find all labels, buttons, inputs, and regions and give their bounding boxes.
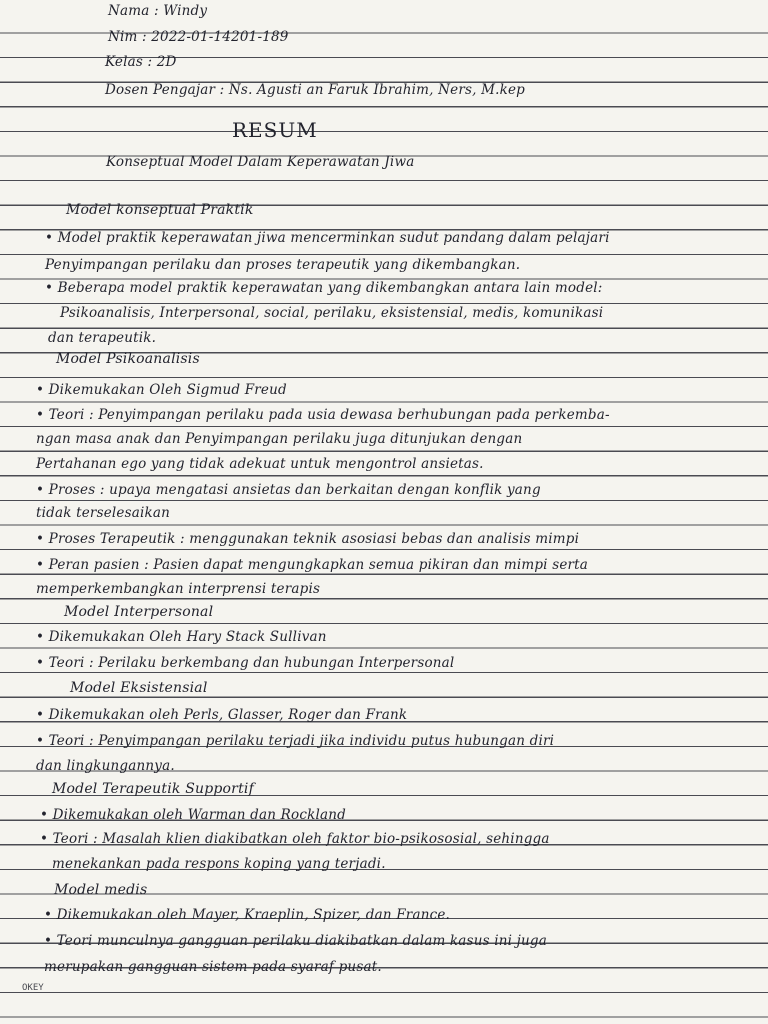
paper-brand-logo: OKEY [22, 983, 44, 993]
subtitle: Konseptual Model Dalam Keperawatan Jiwa [106, 154, 415, 170]
text-line: • Model praktik keperawatan jiwa mencerminkan sudut pandang dalam pelajari [45, 230, 610, 246]
nim-line: Nim : 2022-01-14201-189 [108, 29, 289, 45]
section-heading: Model Psikoanalisis [56, 351, 200, 367]
text-line: • Dikemukakan Oleh Sigmud Freud [36, 382, 287, 398]
name-line: Nama : Windy [108, 3, 208, 19]
text-line: • Dikemukakan oleh Mayer, Kraeplin, Spizer, dan France. [44, 907, 451, 923]
text-line: • Teori munculnya gangguan perilaku diakibatkan dalam kasus ini juga [44, 933, 547, 949]
text-line: • Dikemukakan Oleh Hary Stack Sullivan [36, 629, 327, 645]
section-heading: Model konseptual Praktik [66, 202, 254, 218]
text-line: • Teori : Masalah klien diakibatkan oleh faktor bio-psikososial, sehingga [40, 831, 550, 847]
text-line: tidak terselesaikan [36, 505, 171, 521]
text-line: • Dikemukakan oleh Perls, Glasser, Roger dan Frank [36, 707, 408, 723]
section-heading: Model medis [54, 882, 148, 898]
section-heading: Model Interpersonal [64, 604, 214, 620]
text-line: menekankan pada respons koping yang terjadi. [52, 856, 386, 872]
text-line: • Teori : Penyimpangan perilaku pada usia dewasa berhubungan pada perkemba- [36, 407, 610, 423]
text-line: • Teori : Perilaku berkembang dan hubungan Interpersonal [36, 655, 455, 671]
text-line: • Dikemukakan oleh Warman dan Rockland [40, 807, 346, 823]
text-line: • Teori : Penyimpangan perilaku terjadi jika individu putus hubungan diri [36, 733, 555, 749]
section-heading: Model Terapeutik Supportif [52, 781, 254, 797]
lecturer-line: Dosen Pengajar : Ns. Agusti an Faruk Ibrahim, Ners, M.kep [105, 82, 526, 98]
text-line: dan lingkungannya. [36, 758, 175, 774]
text-line: Psikoanalisis, Interpersonal, social, perilaku, eksistensial, medis, komunikasi [60, 305, 604, 321]
text-line: dan terapeutik. [48, 330, 157, 346]
text-line: Pertahanan ego yang tidak adekuat untuk mengontrol ansietas. [36, 456, 484, 472]
class-line: Kelas : 2D [105, 54, 177, 70]
text-line: • Proses : upaya mengatasi ansietas dan berkaitan dengan konflik yang [36, 482, 541, 498]
text-line: • Beberapa model praktik keperawatan yang dikembangkan antara lain model: [45, 280, 603, 296]
page-title: RESUM [232, 118, 318, 142]
section-heading: Model Eksistensial [70, 680, 208, 696]
text-line: memperkembangkan interprensi terapis [36, 581, 321, 597]
text-line: • Proses Terapeutik : menggunakan teknik asosiasi bebas dan analisis mimpi [36, 531, 580, 547]
text-line: merupakan gangguan sistem pada syaraf pusat. [44, 959, 382, 975]
text-line: Penyimpangan perilaku dan proses terapeutik yang dikembangkan. [45, 257, 521, 273]
text-line: ngan masa anak dan Penyimpangan perilaku juga ditunjukan dengan [36, 431, 523, 447]
text-line: • Peran pasien : Pasien dapat mengungkapkan semua pikiran dan mimpi serta [36, 557, 589, 573]
